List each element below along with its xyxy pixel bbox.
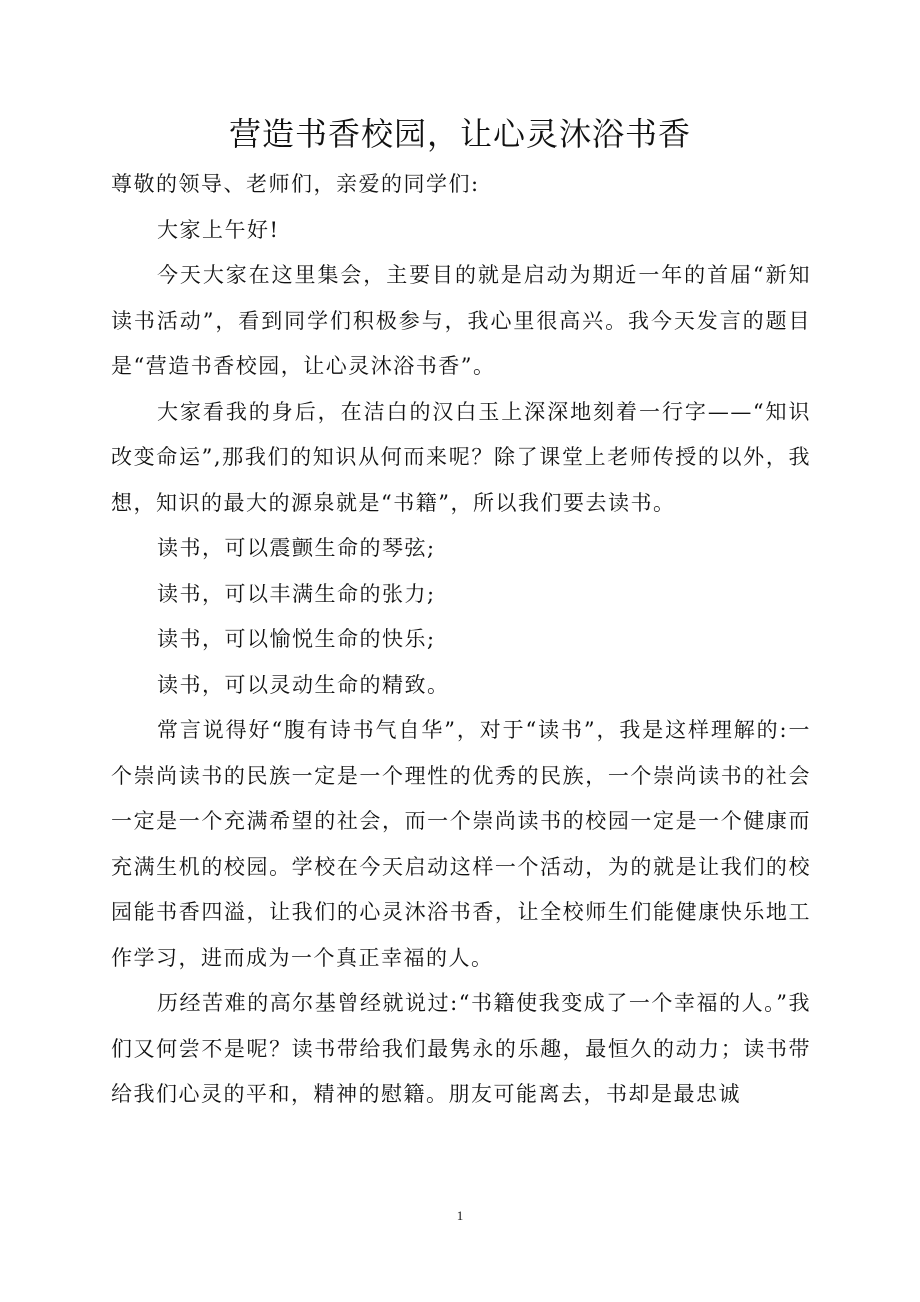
paragraph-reading-line-2: 读书，可以丰满生命的张力;	[157, 581, 436, 606]
paragraph-greeting: 大家上午好!	[157, 217, 280, 242]
paragraph-reading-line-4: 读书，可以灵动生命的精致。	[157, 672, 450, 697]
salutation: 尊敬的领导、老师们，亲爱的同学们:	[111, 172, 480, 196]
document-title: 营造书香校园，让心灵沐浴书香	[228, 115, 691, 153]
document-body	[111, 162, 811, 1118]
paragraph-intro: 今天大家在这里集会，主要目的就是启动为期近一年的首届“新知读书活动”，看到同学们积极参与，我心里很高兴。我今天发言的题目是“营造书香校园，让心灵沐浴书香”。	[111, 263, 811, 378]
paragraph-knowledge: 大家看我的身后，在洁白的汉白玉上深深地刻着一行字——“知识改变命运”,那我们的知识从何而来呢？除了课堂上老师传授的以外，我想，知识的最大的源泉就是“书籍”，所以我们要去读书。	[111, 399, 811, 515]
paragraph-reading-line-1: 读书，可以震颤生命的琴弦;	[157, 536, 436, 560]
paragraph-reading-line-3: 读书，可以愉悦生命的快乐;	[157, 627, 436, 651]
page-number: 1	[456, 1208, 464, 1223]
paragraph-proverb: 常言说得好“腹有诗书气自华”，对于“读书”，我是这样理解的:一个崇尚读书的民族一定是一个理性的优秀的民族，一个崇尚读书的社会一定是一个充满希望的社会，而一个崇尚读书的校园一定是一个健康而充满生机的校园。学校在今天启动这样一个活动，为的就是让我们的校园能书香四溢，让我们的心灵沐浴书香，让全校师生们能健康快乐地工作学习，进而成为一个真正幸福的人。	[111, 718, 811, 970]
paragraph-gorky: 历经苦难的高尔基曾经就说过:“书籍使我变成了一个幸福的人。”我们又何尝不是呢？读书带给我们最隽永的乐趣，最恒久的动力；读书带给我们心灵的平和，精神的慰籍。朋友可能离去，书却是最忠诚	[111, 991, 811, 1106]
